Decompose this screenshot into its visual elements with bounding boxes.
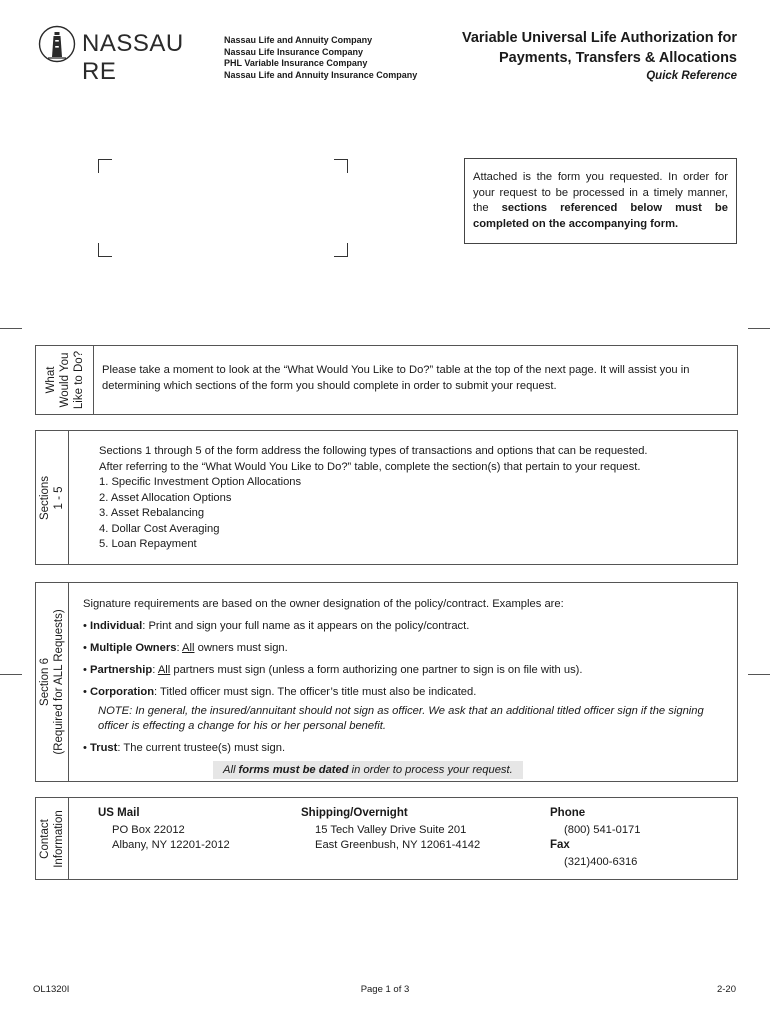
signature-rule-individual — [83, 615, 733, 637]
rule-underlined: All — [182, 642, 195, 654]
dated-notice — [213, 761, 523, 779]
section-content — [99, 444, 734, 553]
contact-heading: US Mail — [98, 807, 140, 819]
crop-mark-top-left — [98, 159, 112, 173]
rule-label: Trust — [90, 742, 118, 754]
side-label-line: What — [44, 366, 57, 394]
side-label-line: Section 6 — [39, 658, 51, 706]
side-label-line: Sections — [39, 475, 51, 520]
corporation-note: NOTE: In general, the insured/annuitant should not sign as officer. We ask that an additional titled officer sign if the signing officer is effecting a change for his or her personal benefit. — [98, 705, 704, 732]
bullet: • — [83, 664, 87, 676]
rule-label: Partnership — [90, 664, 153, 676]
fold-mark-left-top — [0, 328, 22, 329]
side-label-line: Contact — [39, 818, 51, 859]
side-label-line: Like to Do? — [72, 350, 85, 410]
rule-text: : The current trustee(s) must sign. — [117, 742, 286, 754]
side-label-line: 1 - 5 — [53, 485, 65, 510]
dated-pre: All — [223, 764, 239, 776]
bullet: • — [83, 686, 87, 698]
section-content — [83, 593, 733, 781]
side-label-line: Information — [53, 809, 65, 868]
section-side-label — [36, 583, 69, 781]
intro-bold-text: sections referenced below must be completed on the accompanying form. — [473, 202, 728, 230]
address-line: 15 Tech Valley Drive Suite 201 — [315, 823, 467, 836]
sections-1-5 — [35, 430, 738, 565]
signature-intro: Signature requirements are based on the owner designation of the policy/contract. Examples are: — [83, 598, 564, 610]
signature-rule-partnership — [83, 659, 733, 681]
document-title — [462, 28, 737, 84]
bullet: • — [83, 742, 87, 754]
signature-rule-corporation — [83, 681, 733, 703]
contact-heading: Shipping/Overnight — [301, 807, 408, 819]
phone-number: (800) 541-0171 — [564, 823, 641, 836]
list-item: 4. Dollar Cost Averaging — [99, 522, 220, 535]
rule-label: Multiple Owners — [90, 642, 177, 654]
dated-post: in order to process your request. — [348, 764, 513, 776]
section-text: Please take a moment to look at the “What Would You Like to Do?” table at the top of the next page. It will assist you in determining which sections of the form you should complete in order to submit your request. — [102, 364, 690, 392]
rule-text: : Titled officer must sign. The officer’s title must also be indicated. — [154, 686, 477, 698]
section-intro-line: Sections 1 through 5 of the form address the following types of transactions and options that can be requested. — [99, 445, 648, 457]
section-side-label — [36, 431, 69, 564]
rule-colon: : — [176, 642, 183, 654]
list-item: 3. Asset Rebalancing — [99, 507, 205, 519]
revision-date: 2-20 — [716, 984, 736, 995]
side-label-line: Would You — [58, 352, 71, 408]
crop-mark-bottom-right — [334, 243, 348, 257]
rule-text: : Print and sign your full name as it appears on the policy/contract. — [142, 620, 470, 632]
rule-underlined: All — [157, 664, 171, 676]
company-list — [224, 35, 417, 81]
title-line-1: Variable Universal Life Authorization for — [461, 30, 737, 46]
signature-rule-trust — [83, 737, 733, 759]
contact-us-mail — [98, 806, 230, 854]
rule-text: owners must sign. — [194, 642, 288, 654]
transaction-list — [99, 475, 734, 553]
contact-heading: Fax — [550, 839, 570, 851]
contact-information — [35, 797, 738, 880]
crop-mark-top-right — [334, 159, 348, 173]
address-line: East Greenbush, NY 12061-4142 — [315, 839, 481, 851]
address-line: PO Box 22012 — [112, 823, 185, 836]
section-6-signatures — [35, 582, 738, 782]
what-would-you-like-section — [35, 345, 738, 415]
list-item: 2. Asset Allocation Options — [99, 491, 232, 504]
logo-text: NASSAU RE — [82, 30, 184, 85]
crop-mark-bottom-left — [98, 243, 112, 257]
page-number: Page 1 of 3 — [360, 984, 410, 995]
address-line: Albany, NY 12201-2012 — [112, 839, 230, 851]
fold-mark-right-top — [748, 328, 770, 329]
form-code: OL1320I — [33, 984, 70, 995]
rule-text: partners must sign (unless a form authorizing one partner to sign is on file with us). — [170, 664, 583, 676]
rule-label: Corporation — [90, 686, 155, 698]
intro-text: Attached is the form you requested. In order for your request to be processed in a timely manner, the — [473, 171, 728, 214]
title-line-2: Payments, Transfers & Allocations — [499, 50, 737, 66]
section-side-label — [36, 798, 69, 879]
intro-box — [464, 158, 737, 244]
bullet: • — [83, 642, 87, 654]
company-name: Nassau Life and Annuity Insurance Company — [224, 69, 418, 80]
dated-bold: forms must be dated — [238, 764, 349, 776]
nassau-re-logo — [38, 24, 210, 85]
lighthouse-icon — [38, 24, 76, 64]
list-item: 1. Specific Investment Option Allocations — [99, 476, 302, 488]
contact-phone — [550, 806, 641, 870]
section-intro-line: After referring to the “What Would You Like to Do?” table, complete the section(s) that pertain to your request. — [99, 460, 641, 473]
side-label-line: (Required for ALL Requests) — [53, 609, 65, 755]
contact-heading: Phone — [550, 807, 586, 819]
rule-label: Individual — [90, 620, 143, 632]
fold-mark-right-bottom — [748, 674, 770, 675]
fold-mark-left-bottom — [0, 674, 22, 675]
document-subtitle: Quick Reference — [646, 70, 737, 82]
company-name: PHL Variable Insurance Company — [224, 58, 368, 68]
company-name: Nassau Life Insurance Company — [224, 46, 364, 57]
company-name: Nassau Life and Annuity Company — [224, 35, 373, 45]
bullet: • — [83, 620, 87, 632]
signature-rule-multiple-owners — [83, 637, 733, 659]
fax-number: (321)400-6316 — [564, 855, 638, 868]
section-side-label — [36, 346, 94, 414]
rule-colon: : — [152, 664, 158, 676]
contact-shipping — [301, 806, 480, 854]
list-item: 5. Loan Repayment — [99, 538, 197, 550]
